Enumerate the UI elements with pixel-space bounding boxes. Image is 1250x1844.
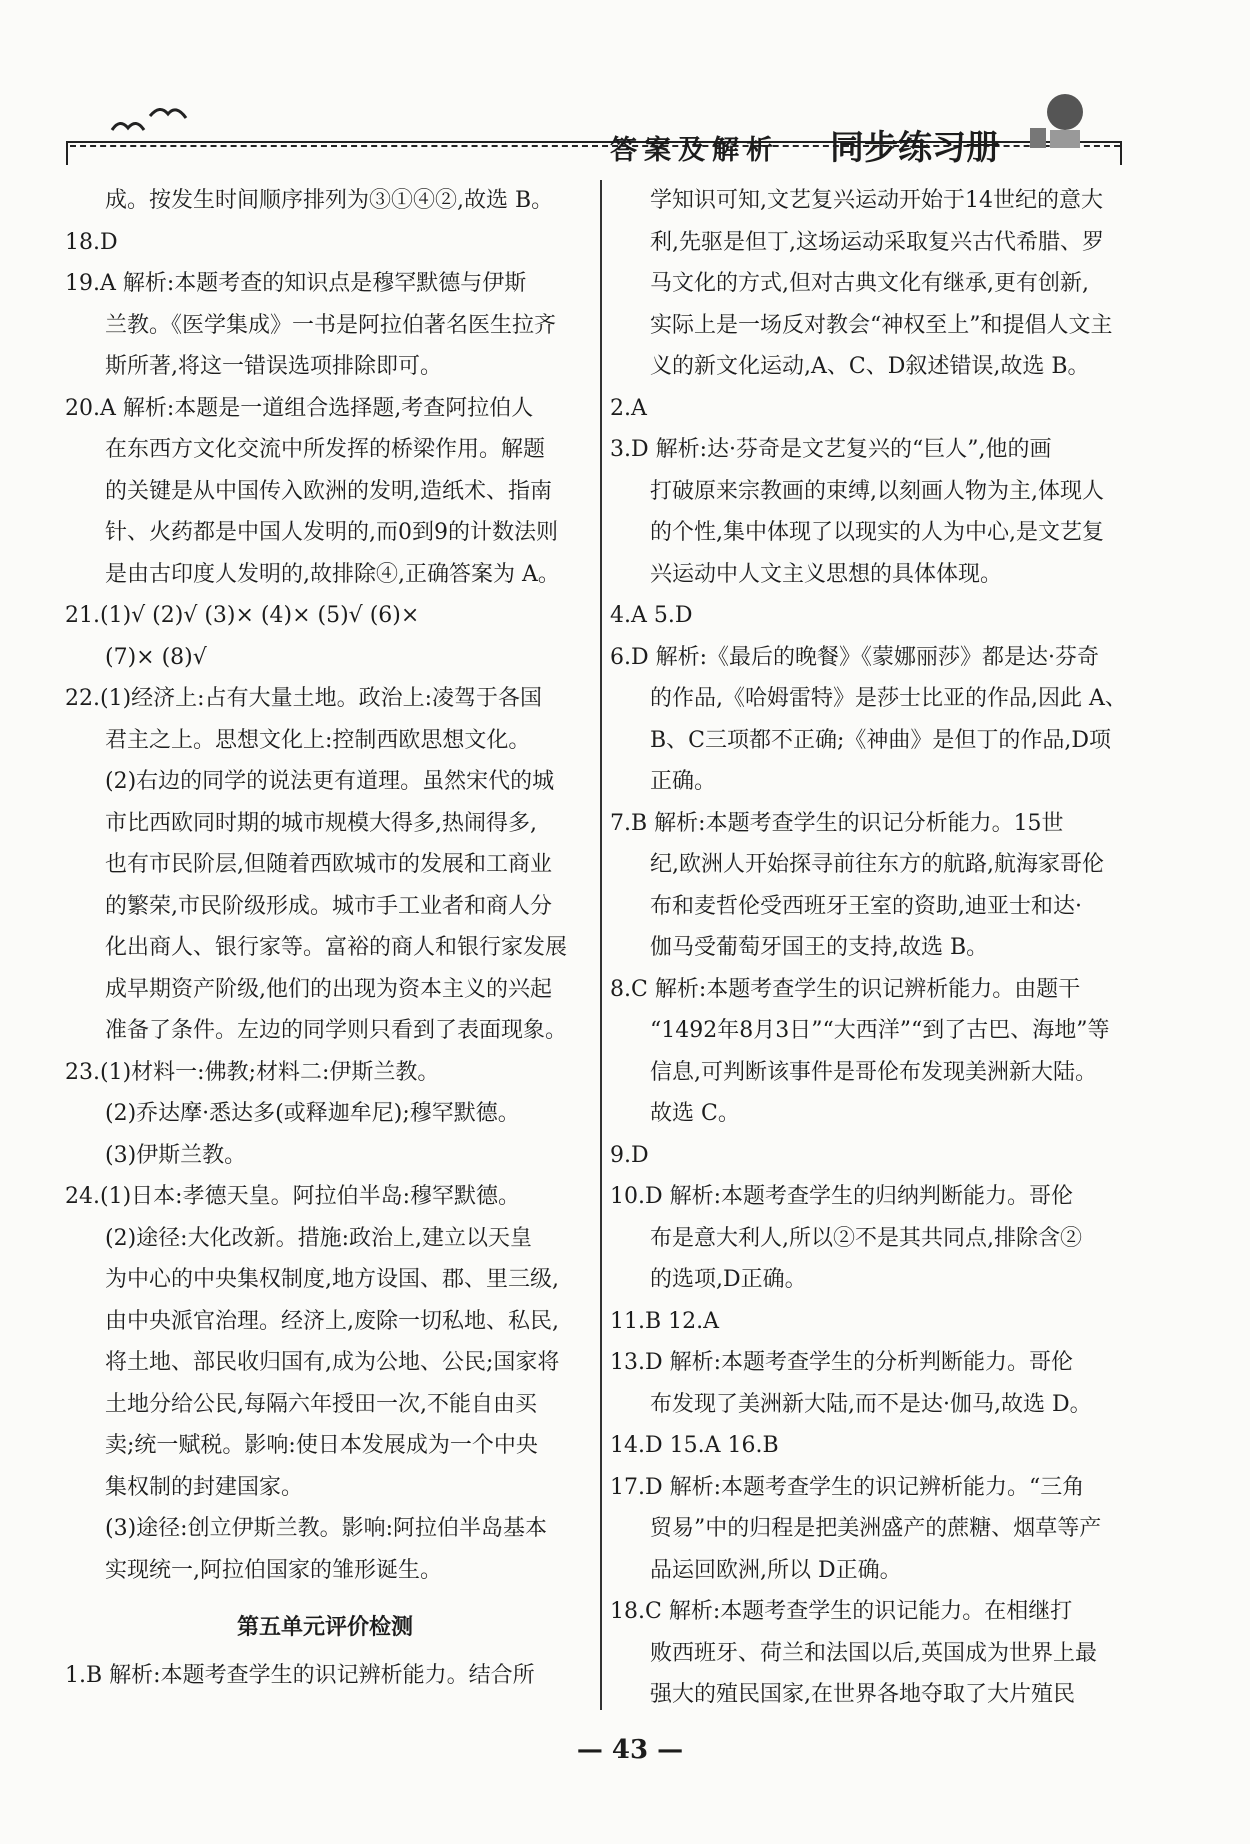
text-line: 17.D 解析:本题考查学生的识记辨析能力。“三角 — [610, 1474, 1085, 1500]
text-line: (7)× (8)√ — [105, 644, 207, 670]
text-line: 实现统一,阿拉伯国家的雏形诞生。 — [105, 1557, 442, 1583]
text-line: 伽马受葡萄牙国王的支持,故选 B。 — [650, 935, 989, 960]
text-line: 信息,可判断该事件是哥伦布发现美洲新大陆。 — [650, 1059, 1097, 1085]
text-line: 布发现了美洲新大陆,而不是达·伽马,故选 D。 — [650, 1391, 1092, 1417]
text-line: “1492年8月3日”“大西洋”“到了古巴、海地”等 — [650, 1018, 1110, 1043]
text-line: 21.(1)√ (2)√ (3)× (4)× (5)√ (6)× — [65, 603, 420, 628]
text-line: 败西班牙、荷兰和法国以后,英国成为世界上最 — [650, 1640, 1097, 1666]
text-line: 土地分给公民,每隔六年授田一次,不能自由买 — [105, 1391, 537, 1417]
text-line: 布是意大利人,所以②不是其共同点,排除含② — [650, 1225, 1082, 1251]
text-line: 义的新文化运动,A、C、D叙述错误,故选 B。 — [650, 354, 1090, 379]
text-line: 13.D 解析:本题考查学生的分析判断能力。哥伦 — [610, 1350, 1074, 1375]
text-line: 18.C 解析:本题考查学生的识记能力。在相继打 — [610, 1599, 1073, 1624]
text-line: 兴运动中人文主义思想的具体体现。 — [650, 561, 1003, 587]
text-line: 利,先驱是但丁,这场运动采取复兴古代希腊、罗 — [650, 229, 1104, 255]
text-line: 为中心的中央集权制度,地方设国、郡、里三级, — [105, 1267, 559, 1292]
text-line: 化出商人、银行家等。富裕的商人和银行家发展 — [105, 935, 568, 960]
text-line: B、C三项都不正确;《神曲》是但丁的作品,D项 — [650, 727, 1112, 753]
text-line: (3)伊斯兰教。 — [105, 1142, 247, 1168]
text-line: 18.D — [65, 229, 118, 255]
text-line: 品运回欧洲,所以 D正确。 — [650, 1557, 902, 1583]
page-number: — 43 — — [576, 1735, 684, 1765]
text-line: 14.D 15.A 16.B — [610, 1433, 779, 1458]
text-line: 成。按发生时间顺序排列为③①④②,故选 B。 — [105, 188, 554, 213]
text-line: 准备了条件。左边的同学则只看到了表面现象。 — [105, 1018, 568, 1043]
left-column — [65, 180, 585, 1696]
text-line: 故选 C。 — [650, 1101, 740, 1126]
header-right-title: 同步练习册 — [830, 128, 1000, 168]
text-line: 8.C 解析:本题考查学生的识记辨析能力。由题干 — [610, 976, 1081, 1002]
section-title: 第五单元评价检测 — [236, 1614, 413, 1640]
right-column — [610, 180, 1130, 1716]
text-line: 4.A 5.D — [610, 603, 693, 628]
text-line: 学知识可知,文艺复兴运动开始于14世纪的意大 — [650, 188, 1103, 213]
text-line: 强大的殖民国家,在世界各地夺取了大片殖民 — [650, 1682, 1075, 1707]
text-line: 打破原来宗教画的束缚,以刻画人物为主,体现人 — [650, 478, 1104, 504]
text-line: 的繁荣,市民阶级形成。城市手工业者和商人分 — [105, 893, 552, 919]
text-line: 将土地、部民收归国有,成为公地、公民;国家将 — [105, 1350, 560, 1375]
text-line: 的作品,《哈姆雷特》是莎士比亚的作品,因此 A、 — [650, 686, 1127, 711]
text-line: 斯所著,将这一错误选项排除即可。 — [105, 354, 442, 379]
text-line: 纪,欧洲人开始探寻前往东方的航路,航海家哥伦 — [650, 852, 1104, 877]
text-line: 也有市民阶层,但随着西欧城市的发展和工商业 — [105, 852, 552, 877]
text-line: 君主之上。思想文化上:控制西欧思想文化。 — [105, 727, 531, 753]
text-line: 卖;统一赋税。影响:使日本发展成为一个中央 — [105, 1433, 538, 1458]
text-line: 7.B 解析:本题考查学生的识记分析能力。15世 — [610, 810, 1064, 836]
page-header — [0, 0, 1250, 170]
text-line: 22.(1)经济上:占有大量土地。政治上:凌驾于各国 — [65, 686, 542, 711]
text-line: 10.D 解析:本题考查学生的归纳判断能力。哥伦 — [610, 1184, 1074, 1209]
text-line: 20.A 解析:本题是一道组合选择题,考查阿拉伯人 — [65, 395, 534, 421]
text-line: 针、火药都是中国人发明的,而0到9的计数法则 — [105, 520, 558, 545]
birds-icon — [110, 100, 190, 140]
text-line: 贸易”中的归程是把美洲盛产的蔗糖、烟草等产 — [650, 1516, 1102, 1541]
text-line: 成早期资产阶级,他们的出现为资本主义的兴起 — [105, 976, 552, 1002]
text-line: 在东西方文化交流中所发挥的桥梁作用。解题 — [105, 437, 546, 462]
text-line: (3)途径:创立伊斯兰教。影响:阿拉伯半岛基本 — [105, 1516, 547, 1541]
text-line: 由中央派官治理。经济上,废除一切私地、私民, — [105, 1308, 559, 1334]
globe-decoration-icon — [1010, 90, 1100, 150]
text-line: 兰教。《医学集成》一书是阿拉伯著名医生拉齐 — [105, 312, 557, 338]
text-line: (2)乔达摩·悉达多(或释迦牟尼);穆罕默德。 — [105, 1101, 520, 1126]
text-line: 布和麦哲伦受西班牙王室的资助,迪亚士和达· — [650, 893, 1082, 919]
text-line: 马文化的方式,但对古典文化有继承,更有创新, — [650, 271, 1089, 296]
text-line: 的个性,集中体现了以现实的人为中心,是文艺复 — [650, 520, 1104, 545]
text-line: 11.B 12.A — [610, 1308, 720, 1334]
text-line: 24.(1)日本:孝德天皇。阿拉伯半岛:穆罕默德。 — [65, 1184, 520, 1209]
text-line: 3.D 解析:达·芬奇是文艺复兴的“巨人”,他的画 — [610, 437, 1052, 462]
text-line: 9.D — [610, 1142, 649, 1168]
text-line: 19.A 解析:本题考查的知识点是穆罕默德与伊斯 — [65, 271, 527, 296]
column-divider — [600, 180, 602, 1710]
text-line: 的选项,D正确。 — [650, 1267, 807, 1292]
text-line: 实际上是一场反对教会“神权至上”和提倡人文主 — [650, 312, 1113, 338]
text-line: (2)途径:大化改新。措施:政治上,建立以天皇 — [105, 1225, 532, 1251]
header-left-title: 答案及解析 — [610, 135, 780, 166]
text-line: 的关键是从中国传入欧洲的发明,造纸术、指南 — [105, 478, 552, 504]
text-line: 是由古印度人发明的,故排除④,正确答案为 A。 — [105, 561, 560, 587]
text-line: (2)右边的同学的说法更有道理。虽然宋代的城 — [105, 769, 555, 794]
text-line: 6.D 解析:《最后的晚餐》《蒙娜丽莎》都是达·芬奇 — [610, 644, 1100, 670]
text-line: 23.(1)材料一:佛教;材料二:伊斯兰教。 — [65, 1059, 440, 1085]
text-line: 市比西欧同时期的城市规模大得多,热闹得多, — [105, 810, 537, 836]
text-line: 集权制的封建国家。 — [105, 1474, 304, 1500]
text-line: 1.B 解析:本题考查学生的识记辨析能力。结合所 — [65, 1662, 535, 1688]
text-line: 2.A — [610, 395, 647, 421]
text-line: 正确。 — [650, 769, 717, 794]
